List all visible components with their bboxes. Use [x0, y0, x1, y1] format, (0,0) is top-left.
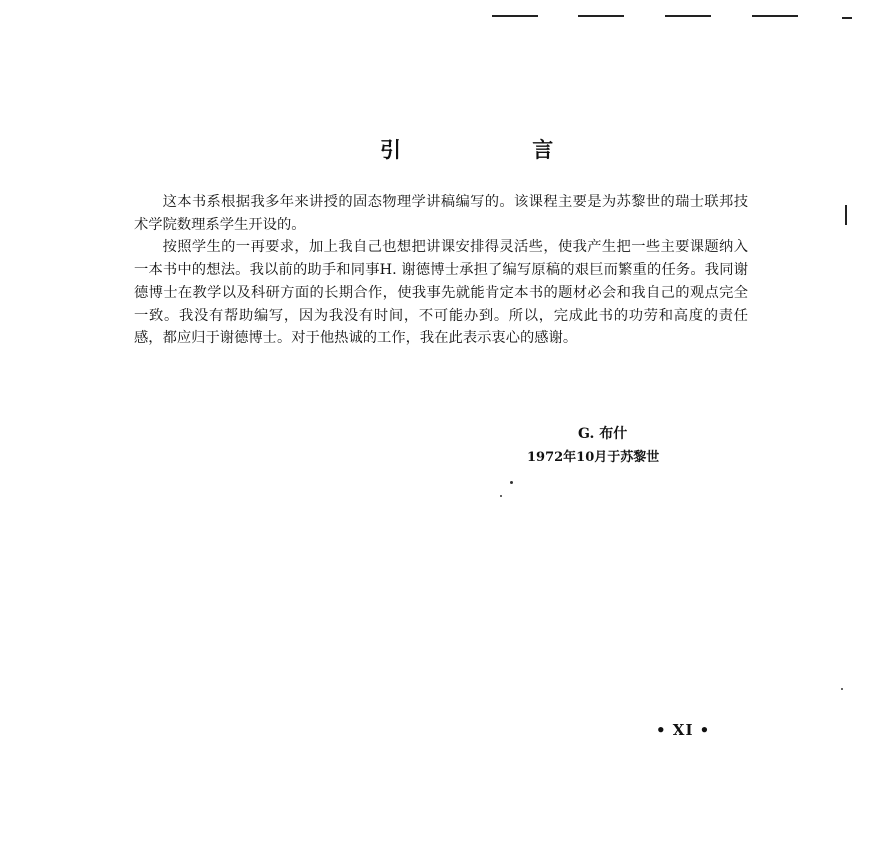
speck — [841, 688, 843, 690]
page-title: 引 言 — [380, 137, 616, 162]
speck — [500, 495, 502, 497]
signature-name: G. 布什 — [578, 426, 628, 442]
paragraph: 按照学生的一再要求，加上我自己也想把讲课安排得灵活些，使我产生把一些主要课题纳入一本书中的想法。我以前的助手和同事H. 谢德博士承担了编写原稿的艰巨而繁重的任务。我同谢德博士在教学以及科研方面的长期合作，使我事先就能肯定本书的题材必会和我自己的观点完全一致。我没有帮助编写，因为我没有时间，不可能办到。所以，完成此书的功劳和高度的责任感，都应归于谢德博士。对于他热诚的工作，我在此表示衷心的感谢。 — [134, 239, 748, 347]
header-rule — [578, 15, 624, 17]
edge-mark — [842, 17, 852, 19]
signature-date: 1972年10月于苏黎世 — [527, 450, 660, 465]
header-rule — [492, 15, 538, 17]
page-number: • XI • — [656, 721, 711, 739]
header-rule — [752, 15, 798, 17]
header-rule — [665, 15, 711, 17]
preface-body — [134, 191, 748, 350]
margin-mark — [845, 205, 847, 225]
speck — [510, 481, 513, 484]
paragraph: 这本书系根据我多年来讲授的固态物理学讲稿编写的。该课程主要是为苏黎世的瑞士联邦技术学院数理系学生开设的。 — [134, 194, 748, 233]
